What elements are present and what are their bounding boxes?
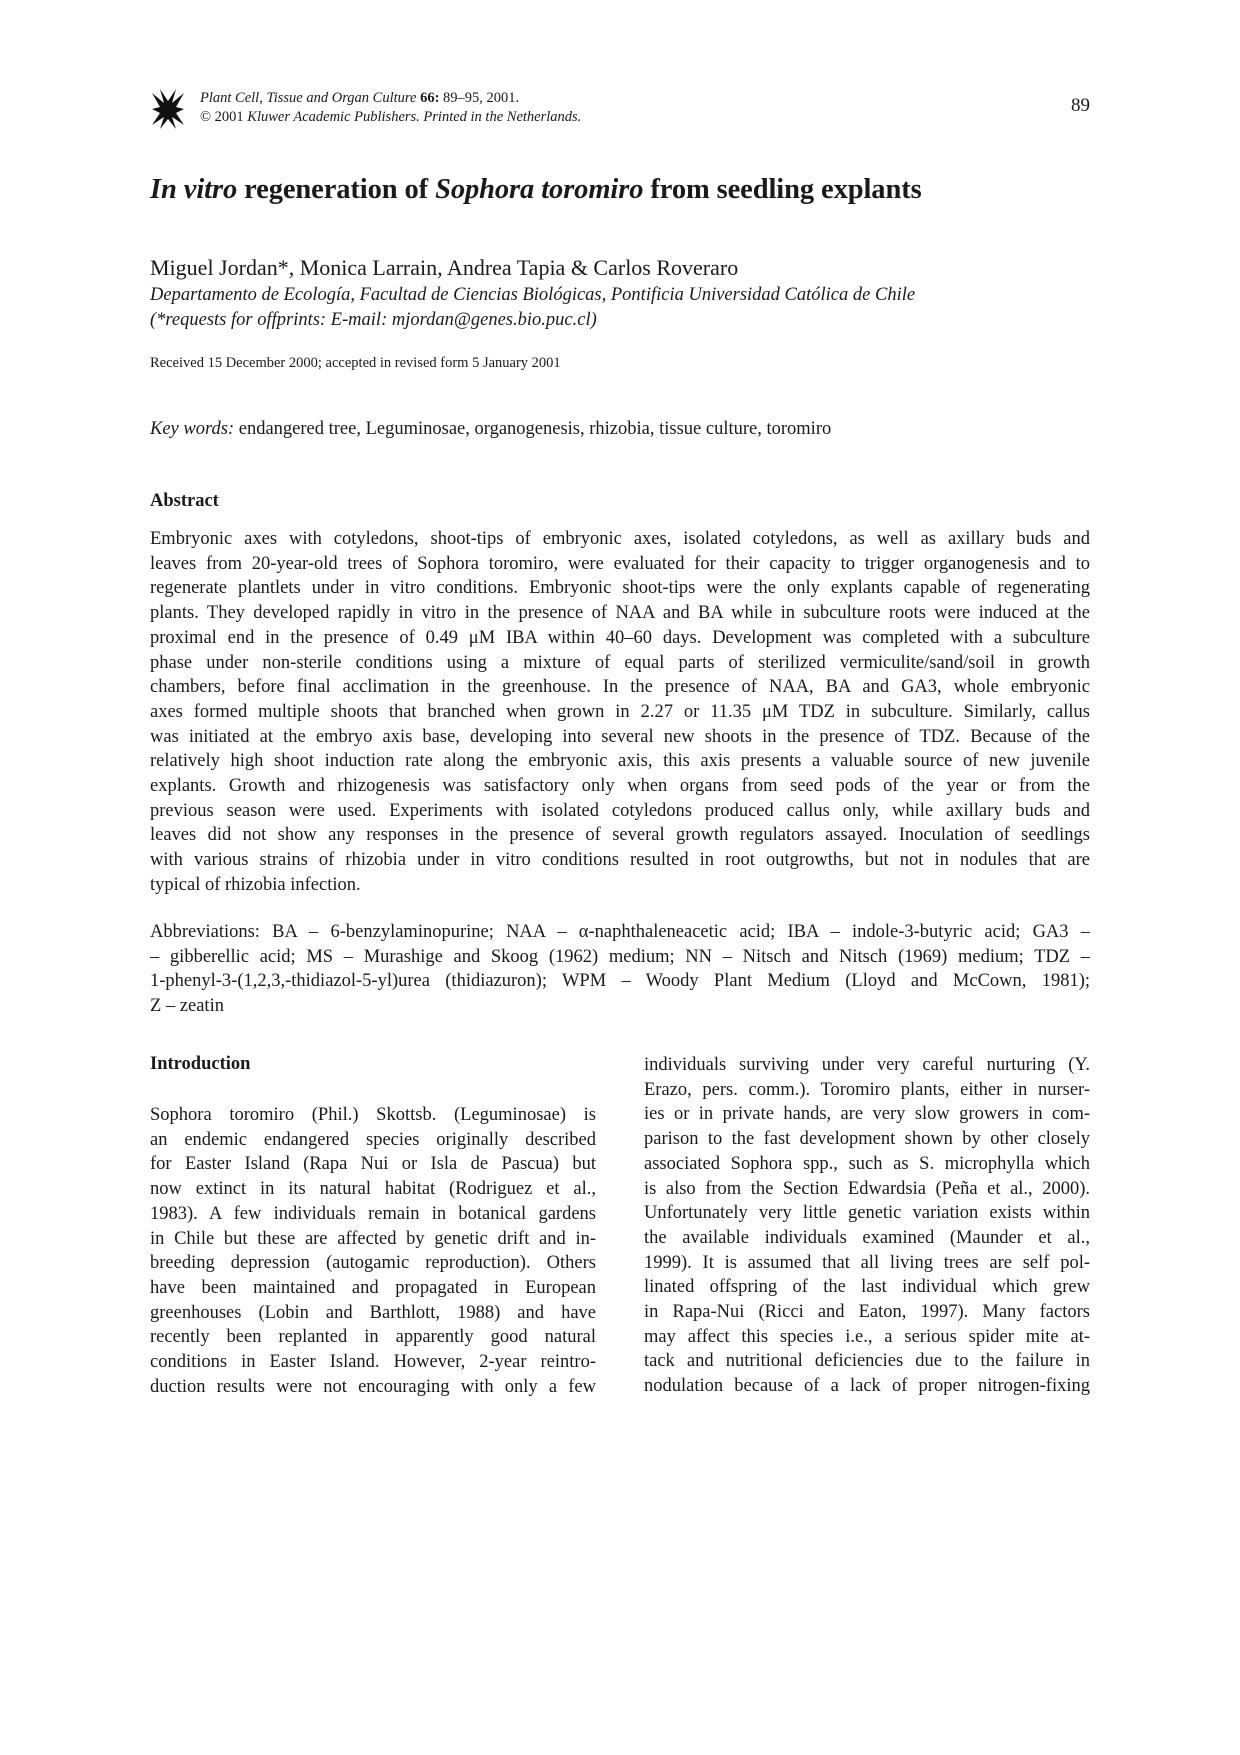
body-line: for Easter Island (Rapa Nui or Isla de Pascua) but	[150, 1154, 596, 1175]
keywords-label: Key words:	[150, 419, 235, 439]
abstract-line: was initiated at the embryo axis base, developing into several new shoots in the presence of TDZ. Because of the	[150, 726, 1090, 747]
title-part-1: In vitro	[150, 174, 238, 205]
body-line: ies or in private hands, are very slow growers in com-	[644, 1104, 1090, 1125]
introduction-right-column	[644, 1053, 1090, 1399]
body-line: duction results were not encouraging with only a few	[150, 1376, 596, 1397]
title-part-3: Sophora toromiro	[435, 174, 644, 205]
body-line: Erazo, pers. comm.). Toromiro plants, either in nurser-	[644, 1079, 1090, 1100]
abbreviations-line: – gibberellic acid; MS – Murashige and Skoog (1962) medium; NN – Nitsch and Nitsch (1969) medium; TDZ –	[150, 946, 1090, 967]
body-line: nodulation because of a lack of proper nitrogen-fixing	[644, 1376, 1090, 1397]
abstract-line: chambers, before final acclimation in the greenhouse. In the presence of NAA, BA and GA3, whole embryonic	[150, 677, 1090, 698]
contact-line: (*requests for offprints: E-mail: mjordan@genes.bio.puc.cl)	[150, 310, 597, 330]
abstract-line: typical of rhizobia infection.	[150, 874, 361, 895]
body-line: tack and nutritional deficiencies due to the failure in	[644, 1351, 1090, 1372]
abstract-line: explants. Growth and rhizogenesis was satisfactory only when organs from seed pods of the year or from the	[150, 776, 1090, 797]
body-line: recently been replanted in apparently good natural	[150, 1327, 596, 1348]
title-part-2: regeneration of	[237, 174, 436, 205]
abstract-line: plants. They developed rapidly in vitro in the presence of NAA and BA while in subculture roots were induced at the	[150, 603, 1090, 624]
introduction-heading: Introduction	[150, 1054, 251, 1074]
body-line: an endemic endangered species originally described	[150, 1129, 596, 1150]
abstract-line: previous season were used. Experiments with isolated cotyledons produced callus only, while axillary buds and	[150, 800, 1090, 821]
abstract-line: regenerate plantlets under in vitro conditions. Embryonic shoot-tips were the only explants capable of regenerating	[150, 578, 1090, 599]
body-line: 1983). A few individuals remain in botanical gardens	[150, 1203, 596, 1224]
affiliation-line: Departamento de Ecología, Facultad de Ciencias Biológicas, Pontificia Universidad Católica de Chile	[150, 285, 916, 305]
keywords-text: endangered tree, Leguminosae, organogenesis, rhizobia, tissue culture, toromiro	[234, 419, 832, 439]
journal-citation	[200, 89, 581, 127]
body-line: associated Sophora spp., such as S. microphylla which	[644, 1153, 1090, 1174]
abbreviations-line: Abbreviations: BA – 6-benzylaminopurine; NAA – α-naphthaleneacetic acid; IBA – indole-3-butyric acid; GA3 –	[150, 922, 1090, 942]
abstract-line: leaves did not show any responses in the presence of several growth regulators assayed. Inoculation of seedlings	[150, 825, 1090, 846]
body-line: is also from the Section Edwardsia (Peña et al., 2000).	[644, 1178, 1090, 1199]
body-line: breeding depression (autogamic reproduction). Others	[150, 1253, 596, 1274]
abstract-line: phase under non-sterile conditions using a mixture of equal parts of sterilized vermiculite/sand/soil in growth	[150, 652, 1090, 673]
paper-title	[150, 174, 922, 206]
abbreviations-line: Z – zeatin	[150, 996, 224, 1017]
abstract-line: relatively high shoot induction rate along the embryonic axis, this axis presents a valuable source of new juvenile	[150, 751, 1090, 772]
title-part-4: from seedling explants	[643, 174, 922, 205]
page-number: 89	[1071, 95, 1090, 116]
copyright: © 2001	[200, 109, 244, 125]
body-line: linated offspring of the last individual which grew	[644, 1277, 1090, 1298]
author-list: Miguel Jordan*, Monica Larrain, Andrea Tapia & Carlos Roveraro	[150, 255, 739, 280]
keywords	[150, 419, 831, 440]
body-line: in Rapa-Nui (Ricci and Eaton, 1997). Many factors	[644, 1302, 1090, 1323]
body-line: may affect this species i.e., a serious spider mite at-	[644, 1326, 1090, 1347]
body-line: have been maintained and propagated in European	[150, 1277, 596, 1298]
body-line: Unfortunately very little genetic variation exists within	[644, 1203, 1090, 1224]
affiliation	[150, 283, 915, 333]
publisher: Kluwer Academic Publishers. Printed in the Netherlands.	[247, 109, 582, 125]
abstract-line: proximal end in the presence of 0.49 μM IBA within 40–60 days. Development was completed with a subculture	[150, 627, 1090, 648]
introduction-left-column	[150, 1103, 596, 1399]
body-line: now extinct in its natural habitat (Rodriguez et al.,	[150, 1179, 596, 1200]
abstract-line: with various strains of rhizobia under in vitro conditions resulted in root outgrowths, but not in nodules that are	[150, 850, 1090, 871]
body-line: the available individuals examined (Maunder et al.,	[644, 1227, 1090, 1248]
abstract-line: leaves from 20-year-old trees of Sophora toromiro, were evaluated for their capacity to trigger organogenesis and to	[150, 553, 1090, 574]
body-line: parison to the fast development shown by other closely	[644, 1129, 1090, 1150]
body-line: individuals surviving under very careful nurturing (Y.	[644, 1055, 1090, 1075]
publisher-logo-icon	[150, 87, 186, 131]
journal-name: Plant Cell, Tissue and Organ Culture	[200, 90, 417, 106]
abbreviations	[150, 920, 1090, 1019]
abstract-line: Embryonic axes with cotyledons, shoot-tips of embryonic axes, isolated cotyledons, as well as axillary buds and	[150, 529, 1090, 549]
journal-volume: 66:	[420, 90, 440, 106]
abstract-body	[150, 527, 1090, 898]
body-line: greenhouses (Lobin and Barthlott, 1988) and have	[150, 1302, 596, 1323]
body-line: conditions in Easter Island. However, 2-year reintro-	[150, 1352, 596, 1373]
body-line: 1999). It is assumed that all living trees are self pol-	[644, 1252, 1090, 1273]
abstract-line: axes formed multiple shoots that branched when grown in 2.27 or 11.35 μM TDZ in subculture. Similarly, callus	[150, 701, 1090, 722]
abbreviations-line: 1-phenyl-3-(1,2,3,-thidiazol-5-yl)urea (thidiazuron); WPM – Woody Plant Medium (Lloyd and McCown, 1981);	[150, 971, 1090, 992]
body-line: in Chile but these are affected by genetic drift and in-	[150, 1228, 596, 1249]
received-dates: Received 15 December 2000; accepted in revised form 5 January 2001	[150, 355, 561, 371]
abstract-heading: Abstract	[150, 491, 219, 511]
journal-pages: 89–95, 2001.	[443, 90, 520, 106]
body-line: Sophora toromiro (Phil.) Skottsb. (Leguminosae) is	[150, 1105, 596, 1125]
